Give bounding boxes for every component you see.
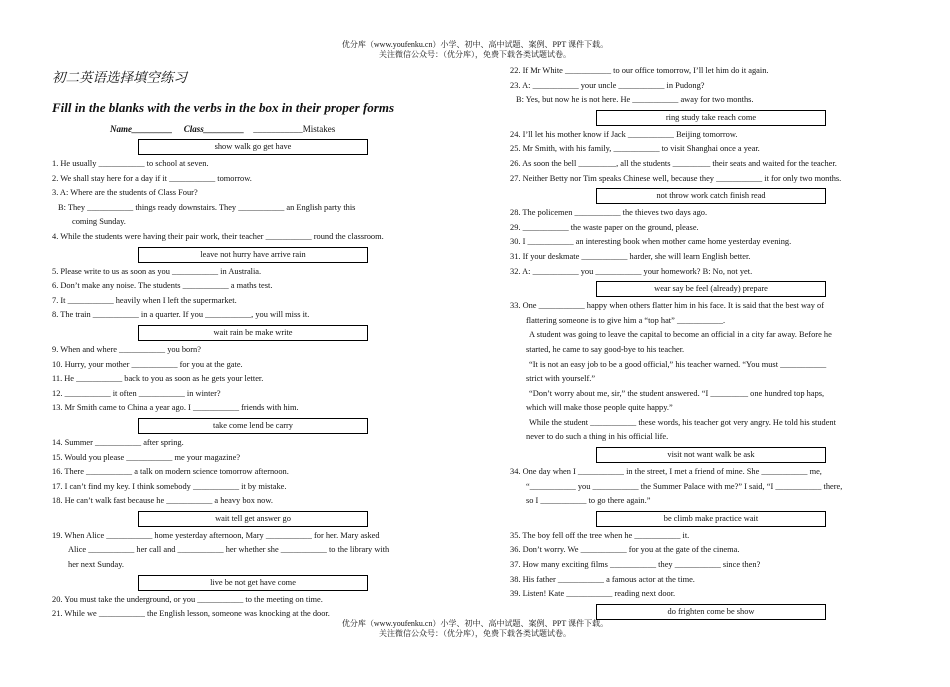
word-box: take come lend be carry	[138, 418, 368, 434]
question: 27. Neither Betty nor Tim speaks Chinese well, because they ___________ it for only two months.	[510, 173, 842, 183]
question: 26. As soon the bell _________, all the students _________ their seats and waited for the teacher.	[510, 158, 837, 168]
word-box: ring study take reach come	[596, 110, 826, 126]
question: 34. One day when I ___________ in the street, I met a friend of mine. She ___________ me,	[510, 467, 822, 477]
question: 5. Please write to us as soon as you ___________ in Australia.	[52, 266, 262, 276]
question: 39. Listen! Kate ___________ reading next door.	[510, 589, 676, 599]
question: 12. ___________ it often ___________ in winter?	[52, 388, 221, 398]
question: 19. When Alice ___________ home yesterday afternoon, Mary ___________ for her. Mary asked	[52, 530, 380, 540]
word-box: wear say be feel (already) prepare	[596, 281, 826, 297]
question: 36. Don’t worry. We ___________ for you at the gate of the cinema.	[510, 545, 740, 555]
question: 21. While we ___________ the English lesson, someone was knocking at the door.	[52, 609, 330, 619]
word-box: wait tell get answer go	[138, 511, 368, 527]
passage-line: flattering someone is to give him a “top hat” ___________.	[526, 315, 726, 325]
question: 23. A: ___________ your uncle ___________ in Pudong?	[510, 80, 705, 90]
question: 6. Don’t make any noise. The students ___________ a maths test.	[52, 281, 273, 291]
question: 32. A: ___________ you ___________ your homework? B: No, not yet.	[510, 266, 753, 276]
question: 22. If Mr White ___________ to our office tomorrow, I’ll let him do it again.	[510, 66, 769, 75]
question: 4. While the students were having their pair work, their teacher ___________ round the classroom.	[52, 231, 384, 241]
question: 29. ___________ the waste paper on the ground, please.	[510, 222, 699, 232]
question: 18. He can’t walk fast because he ___________ a heavy box now.	[52, 496, 273, 506]
question: 17. I can’t find my key. I think somebody ___________ it by mistake.	[52, 481, 287, 491]
passage-line: strict with yourself.”	[526, 374, 596, 384]
question-line: coming Sunday.	[72, 217, 126, 227]
mistakes-label: ___________Mistakes	[253, 124, 336, 134]
word-box: do frighten come be show	[596, 604, 826, 620]
question: 15. Would you please ___________ me your magazine?	[52, 452, 241, 462]
question: 16. There ___________ a talk on modern science tomorrow afternoon.	[52, 467, 289, 477]
passage-line: While the student ___________ these words, his teacher got very angry. He told his student	[529, 417, 836, 427]
question: 38. His father ___________ a famous actor at the time.	[510, 574, 695, 584]
question-line: B: They ___________ things ready downstairs. They ___________ an English party this	[58, 202, 356, 212]
header-line-2: 关注微信公众号：（优分库），免费下载各类试题试卷。	[379, 50, 571, 59]
passage-line: “It is not an easy job to be a good official,” his teacher warned. “You must ___________	[529, 359, 827, 369]
class-label: Class_________	[183, 124, 245, 134]
question: 33. One ___________ happy when others flatter him in his face. It is said that the best way of	[510, 301, 824, 311]
word-box: show walk go get have	[138, 139, 368, 155]
passage-line: A student was going to leave the capital to become an official in a city far away. Before he	[529, 330, 832, 340]
question: 14. Summer ___________ after spring.	[52, 437, 184, 447]
question: 8. The train ___________ in a quarter. If you ___________, you will miss it.	[52, 310, 310, 320]
question-line: B: Yes, but now he is not here. He ___________ away for two months.	[516, 95, 754, 105]
question: 3. A: Where are the students of Class Four?	[52, 188, 198, 198]
word-box: wait rain be make write	[138, 325, 368, 341]
chinese-title: 初二英语选择填空练习	[52, 70, 187, 85]
page-footer	[0, 619, 950, 639]
question: 1. He usually ___________ to school at seven.	[52, 159, 209, 168]
question: 31. If your deskmate ___________ harder, she will learn English better.	[510, 251, 751, 261]
passage-line: “Don’t worry about me, sir,” the student answered. “I _________ one hundred top haps,	[529, 388, 825, 398]
word-box: not throw work catch finish read	[596, 188, 826, 204]
question: 7. It ___________ heavily when I left the supermarket.	[52, 295, 237, 305]
question-line: so I ___________ to go there again.”	[526, 496, 651, 506]
question: 2. We shall stay here for a day if it ___________ tomorrow.	[52, 173, 252, 183]
footer-line-1: 优分库（www.youfenku.cn）小学、初中、高中试题、案例、PPT 课件下载。	[341, 619, 609, 628]
question: 37. How many exciting films ___________ they ___________ since then?	[510, 560, 761, 570]
question-line: “___________ you ___________ the Summer Palace with me?” I said, “I ___________ there,	[526, 481, 843, 491]
question: 10. Hurry, your mother ___________ for you at the gate.	[52, 359, 243, 369]
question: 25. Mr Smith, with his family, ___________ to visit Shanghai once a year.	[510, 144, 760, 154]
question: 35. The boy fell off the tree when he ___________ it.	[510, 530, 690, 540]
page-header	[0, 40, 950, 60]
question: 30. I ___________ an interesting book when mother came home yesterday evening.	[510, 237, 792, 247]
question: 11. He ___________ back to you as soon as he gets your letter.	[52, 374, 264, 384]
passage-line: which will make those people quite happy.”	[526, 403, 673, 413]
word-box: live be not get have come	[138, 575, 368, 591]
passage-line: never to do such a thing in his official life.	[526, 432, 669, 442]
word-box: visit not want walk be ask	[596, 447, 826, 463]
name-class-line	[110, 123, 335, 136]
question: 9. When and where ___________ you born?	[52, 344, 201, 354]
name-label: Name_________	[110, 124, 173, 134]
word-box: be climb make practice wait	[596, 511, 826, 527]
question: 13. Mr Smith came to China a year ago. I ___________ friends with him.	[52, 403, 299, 413]
question: 24. I’ll let his mother know if Jack ___________ Beijing tomorrow.	[510, 129, 738, 139]
passage-line: started, he came to say good-bye to his teacher.	[526, 344, 685, 354]
question-line: Alice ___________ her call and ___________ her whether she ___________ to the library with	[68, 545, 390, 555]
english-title: Fill in the blanks with the verbs in the box in their proper forms	[52, 100, 395, 115]
footer-line-2: 关注微信公众号：（优分库），免费下载各类试题试卷。	[379, 629, 571, 638]
word-box: leave not hurry have arrive rain	[138, 247, 368, 263]
question: 28. The policemen ___________ the thieves two days ago.	[510, 208, 708, 218]
question-line: her next Sunday.	[68, 560, 124, 570]
question: 20. You must take the underground, or you ___________ to the meeting on time.	[52, 594, 323, 604]
header-line-1: 优分库（www.youfenku.cn）小学、初中、高中试题、案例、PPT 课件下载。	[341, 40, 609, 49]
